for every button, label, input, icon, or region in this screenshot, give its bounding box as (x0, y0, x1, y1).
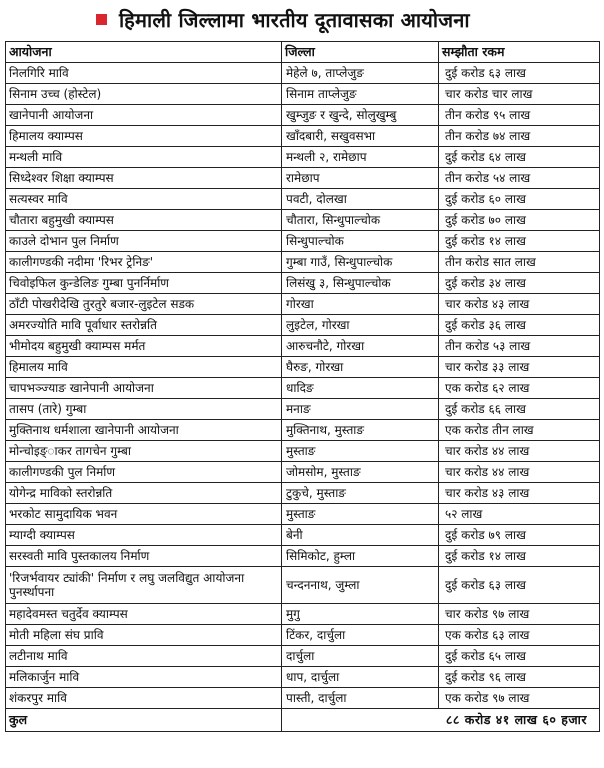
table-row (6, 315, 600, 336)
table-row (6, 231, 600, 252)
table-row (6, 378, 600, 399)
table-row (6, 147, 600, 168)
table-row (6, 604, 600, 625)
project-cell: योगेन्द्र माविको स्तरोन्नति (6, 483, 282, 504)
page-title: हिमाली जिल्लामा भारतीय दूतावासका आयोजना (119, 7, 470, 32)
project-cell: कालीगण्डकी नदीमा 'रिभर ट्रेनिङ' (6, 252, 282, 273)
amount-cell: एक करोड तीन लाख (439, 420, 600, 441)
table-row (6, 273, 600, 294)
district-cell: टिंकर, दार्चुला (282, 625, 439, 646)
project-cell: तासप (तारे) गुम्बा (6, 399, 282, 420)
project-cell: निलगिरि मावि (6, 63, 282, 84)
table-row (6, 126, 600, 147)
district-cell: गुम्बा गाउँ, सिन्धुपाल्चोक (282, 252, 439, 273)
district-cell: पास्ती, दार्चुला (282, 688, 439, 709)
table-row (6, 441, 600, 462)
project-cell: खानेपानी आयोजना (6, 105, 282, 126)
district-cell: बेनी (282, 525, 439, 546)
table-row (6, 525, 600, 546)
district-cell: मुस्ताङ (282, 504, 439, 525)
district-cell: रामेछाप (282, 168, 439, 189)
table-row (6, 504, 600, 525)
amount-cell: दुई करोड ७९ लाख (439, 525, 600, 546)
district-cell: मन्थली २, रामेछाप (282, 147, 439, 168)
title-bullet-icon (96, 14, 107, 25)
district-cell: गोरखा (282, 294, 439, 315)
district-cell: मुस्ताङ (282, 441, 439, 462)
district-cell: पवटी, दोलखा (282, 189, 439, 210)
amount-cell: तीन करोड ५४ लाख (439, 168, 600, 189)
table-row (6, 546, 600, 567)
project-cell: चौतारा बहुमुखी क्याम्पस (6, 210, 282, 231)
district-cell: लिसंखु ३, सिन्धुपाल्चोक (282, 273, 439, 294)
project-cell: चिवोइफिल कुन्डेलिङ गुम्बा पुनर्निर्माण (6, 273, 282, 294)
header-project: आयोजना (6, 42, 282, 63)
amount-cell: तीन करोड ७४ लाख (439, 126, 600, 147)
amount-cell: एक करोड ६३ लाख (439, 625, 600, 646)
amount-cell: दुई करोड ७० लाख (439, 210, 600, 231)
amount-cell: दुई करोड ६३ लाख (439, 63, 600, 84)
district-cell: घैरुङ, गोरखा (282, 357, 439, 378)
amount-cell: तीन करोड ९५ लाख (439, 105, 600, 126)
table-row (6, 168, 600, 189)
project-cell: शंकरपुर मावि (6, 688, 282, 709)
amount-cell: दुई करोड ६३ लाख (439, 567, 600, 604)
amount-cell: तीन करोड ५३ लाख (439, 336, 600, 357)
title-bar (0, 0, 604, 38)
district-cell: लुइटेल, गोरखा (282, 315, 439, 336)
project-cell: सत्यस्वर मावि (6, 189, 282, 210)
table-row (6, 399, 600, 420)
district-cell: दार्चुला (282, 646, 439, 667)
project-cell: मोती महिला संघ प्रावि (6, 625, 282, 646)
project-cell: मलिकार्जुन मावि (6, 667, 282, 688)
amount-cell: दुई करोड ६० लाख (439, 189, 600, 210)
amount-cell: चार करोड ४४ लाख (439, 441, 600, 462)
project-cell: चापभञ्ज्याङ खानेपानी आयोजना (6, 378, 282, 399)
table-row (6, 189, 600, 210)
amount-cell: चार करोड चार लाख (439, 84, 600, 105)
district-cell: आरुचनौटे, गोरखा (282, 336, 439, 357)
table-row (6, 646, 600, 667)
district-cell: मेहेले ७, ताप्लेजुङ (282, 63, 439, 84)
total-label: कुल (6, 709, 282, 732)
amount-cell: एक करोड ९७ लाख (439, 688, 600, 709)
amount-cell: ५२ लाख (439, 504, 600, 525)
projects-table-wrapper (5, 41, 599, 732)
amount-cell: दुई करोड ६४ लाख (439, 147, 600, 168)
district-cell: धादिङ (282, 378, 439, 399)
header-district: जिल्ला (282, 42, 439, 63)
table-row (6, 667, 600, 688)
amount-cell: दुई करोड १४ लाख (439, 231, 600, 252)
project-cell: भीमोदय बहुमुखी क्याम्पस मर्मत (6, 336, 282, 357)
amount-cell: चार करोड ४४ लाख (439, 462, 600, 483)
projects-table (5, 41, 600, 732)
amount-cell: दुई करोड ३६ लाख (439, 315, 600, 336)
project-cell: लटीनाथ मावि (6, 646, 282, 667)
table-row (6, 336, 600, 357)
table-row (6, 567, 600, 604)
district-cell: मुक्तिनाथ, मुस्ताङ (282, 420, 439, 441)
table-row (6, 688, 600, 709)
district-cell: सिन्धुपाल्चोक (282, 231, 439, 252)
project-cell: अमरज्योति मावि पूर्वाधार स्तरोन्नति (6, 315, 282, 336)
table-row (6, 63, 600, 84)
district-cell: मुगु (282, 604, 439, 625)
total-amount: ८८ करोड ४१ लाख ६० हजार (282, 709, 600, 732)
project-cell: सरस्वती मावि पुस्तकालय निर्माण (6, 546, 282, 567)
amount-cell: दुई करोड ३४ लाख (439, 273, 600, 294)
table-row (6, 210, 600, 231)
amount-cell: चार करोड ४३ लाख (439, 483, 600, 504)
amount-cell: एक करोड ६२ लाख (439, 378, 600, 399)
project-cell: सिनाम उच्च (होस्टेल) (6, 84, 282, 105)
table-row (6, 84, 600, 105)
district-cell: जोमसोम, मुस्ताङ (282, 462, 439, 483)
district-cell: चन्दननाथ, जुम्ला (282, 567, 439, 604)
project-cell: महादेवमस्त चतुर्देव क्याम्पस (6, 604, 282, 625)
project-cell: मुक्तिनाथ धर्मशाला खानेपानी आयोजना (6, 420, 282, 441)
table-row (6, 294, 600, 315)
table-header-row (6, 42, 600, 63)
district-cell: खुम्जुङ र खुन्दे, सोलुखुम्बु (282, 105, 439, 126)
amount-cell: दुई करोड ६६ लाख (439, 399, 600, 420)
table-row (6, 252, 600, 273)
amount-cell: दुई करोड ९६ लाख (439, 667, 600, 688)
amount-cell: चार करोड ४३ लाख (439, 294, 600, 315)
table-row (6, 483, 600, 504)
table-row (6, 625, 600, 646)
district-cell: मनाङ (282, 399, 439, 420)
project-cell: सिध्देश्वर शिक्षा क्याम्पस (6, 168, 282, 189)
project-cell: म्याग्दी क्याम्पस (6, 525, 282, 546)
district-cell: टुकुचे, मुस्ताङ (282, 483, 439, 504)
project-cell: ठाँटी पोखरीदेखि तुरतुरे बजार-लुइटेल सडक (6, 294, 282, 315)
amount-cell: तीन करोड सात लाख (439, 252, 600, 273)
amount-cell: चार करोड ९७ लाख (439, 604, 600, 625)
table-row (6, 462, 600, 483)
district-cell: सिमिकोट, हुम्ला (282, 546, 439, 567)
district-cell: सिनाम ताप्लेजुङ (282, 84, 439, 105)
project-cell: हिमालय मावि (6, 357, 282, 378)
district-cell: खाँदबारी, सखुवसभा (282, 126, 439, 147)
project-cell: मोन्चोइङ्ाकर तागचेन गुम्बा (6, 441, 282, 462)
header-amount: सम्झौता रकम (439, 42, 600, 63)
table-row (6, 420, 600, 441)
project-cell: कालीगण्डकी पुल निर्माण (6, 462, 282, 483)
table-row (6, 357, 600, 378)
project-cell: 'रिजर्भवायर ट्यांकी' निर्माण र लघु जलविद्युत आयोजना पुनर्स्थापना (6, 567, 282, 604)
project-cell: भरकोट सामुदायिक भवन (6, 504, 282, 525)
district-cell: चौतारा, सिन्धुपाल्चोक (282, 210, 439, 231)
table-body (6, 63, 600, 709)
amount-cell: दुई करोड १४ लाख (439, 546, 600, 567)
amount-cell: दुई करोड ६५ लाख (439, 646, 600, 667)
district-cell: धाप, दार्चुला (282, 667, 439, 688)
project-cell: मन्थली मावि (6, 147, 282, 168)
amount-cell: चार करोड ३३ लाख (439, 357, 600, 378)
project-cell: काउले दोभान पुल निर्माण (6, 231, 282, 252)
table-row (6, 105, 600, 126)
project-cell: हिमालय क्याम्पस (6, 126, 282, 147)
total-row (6, 709, 600, 732)
